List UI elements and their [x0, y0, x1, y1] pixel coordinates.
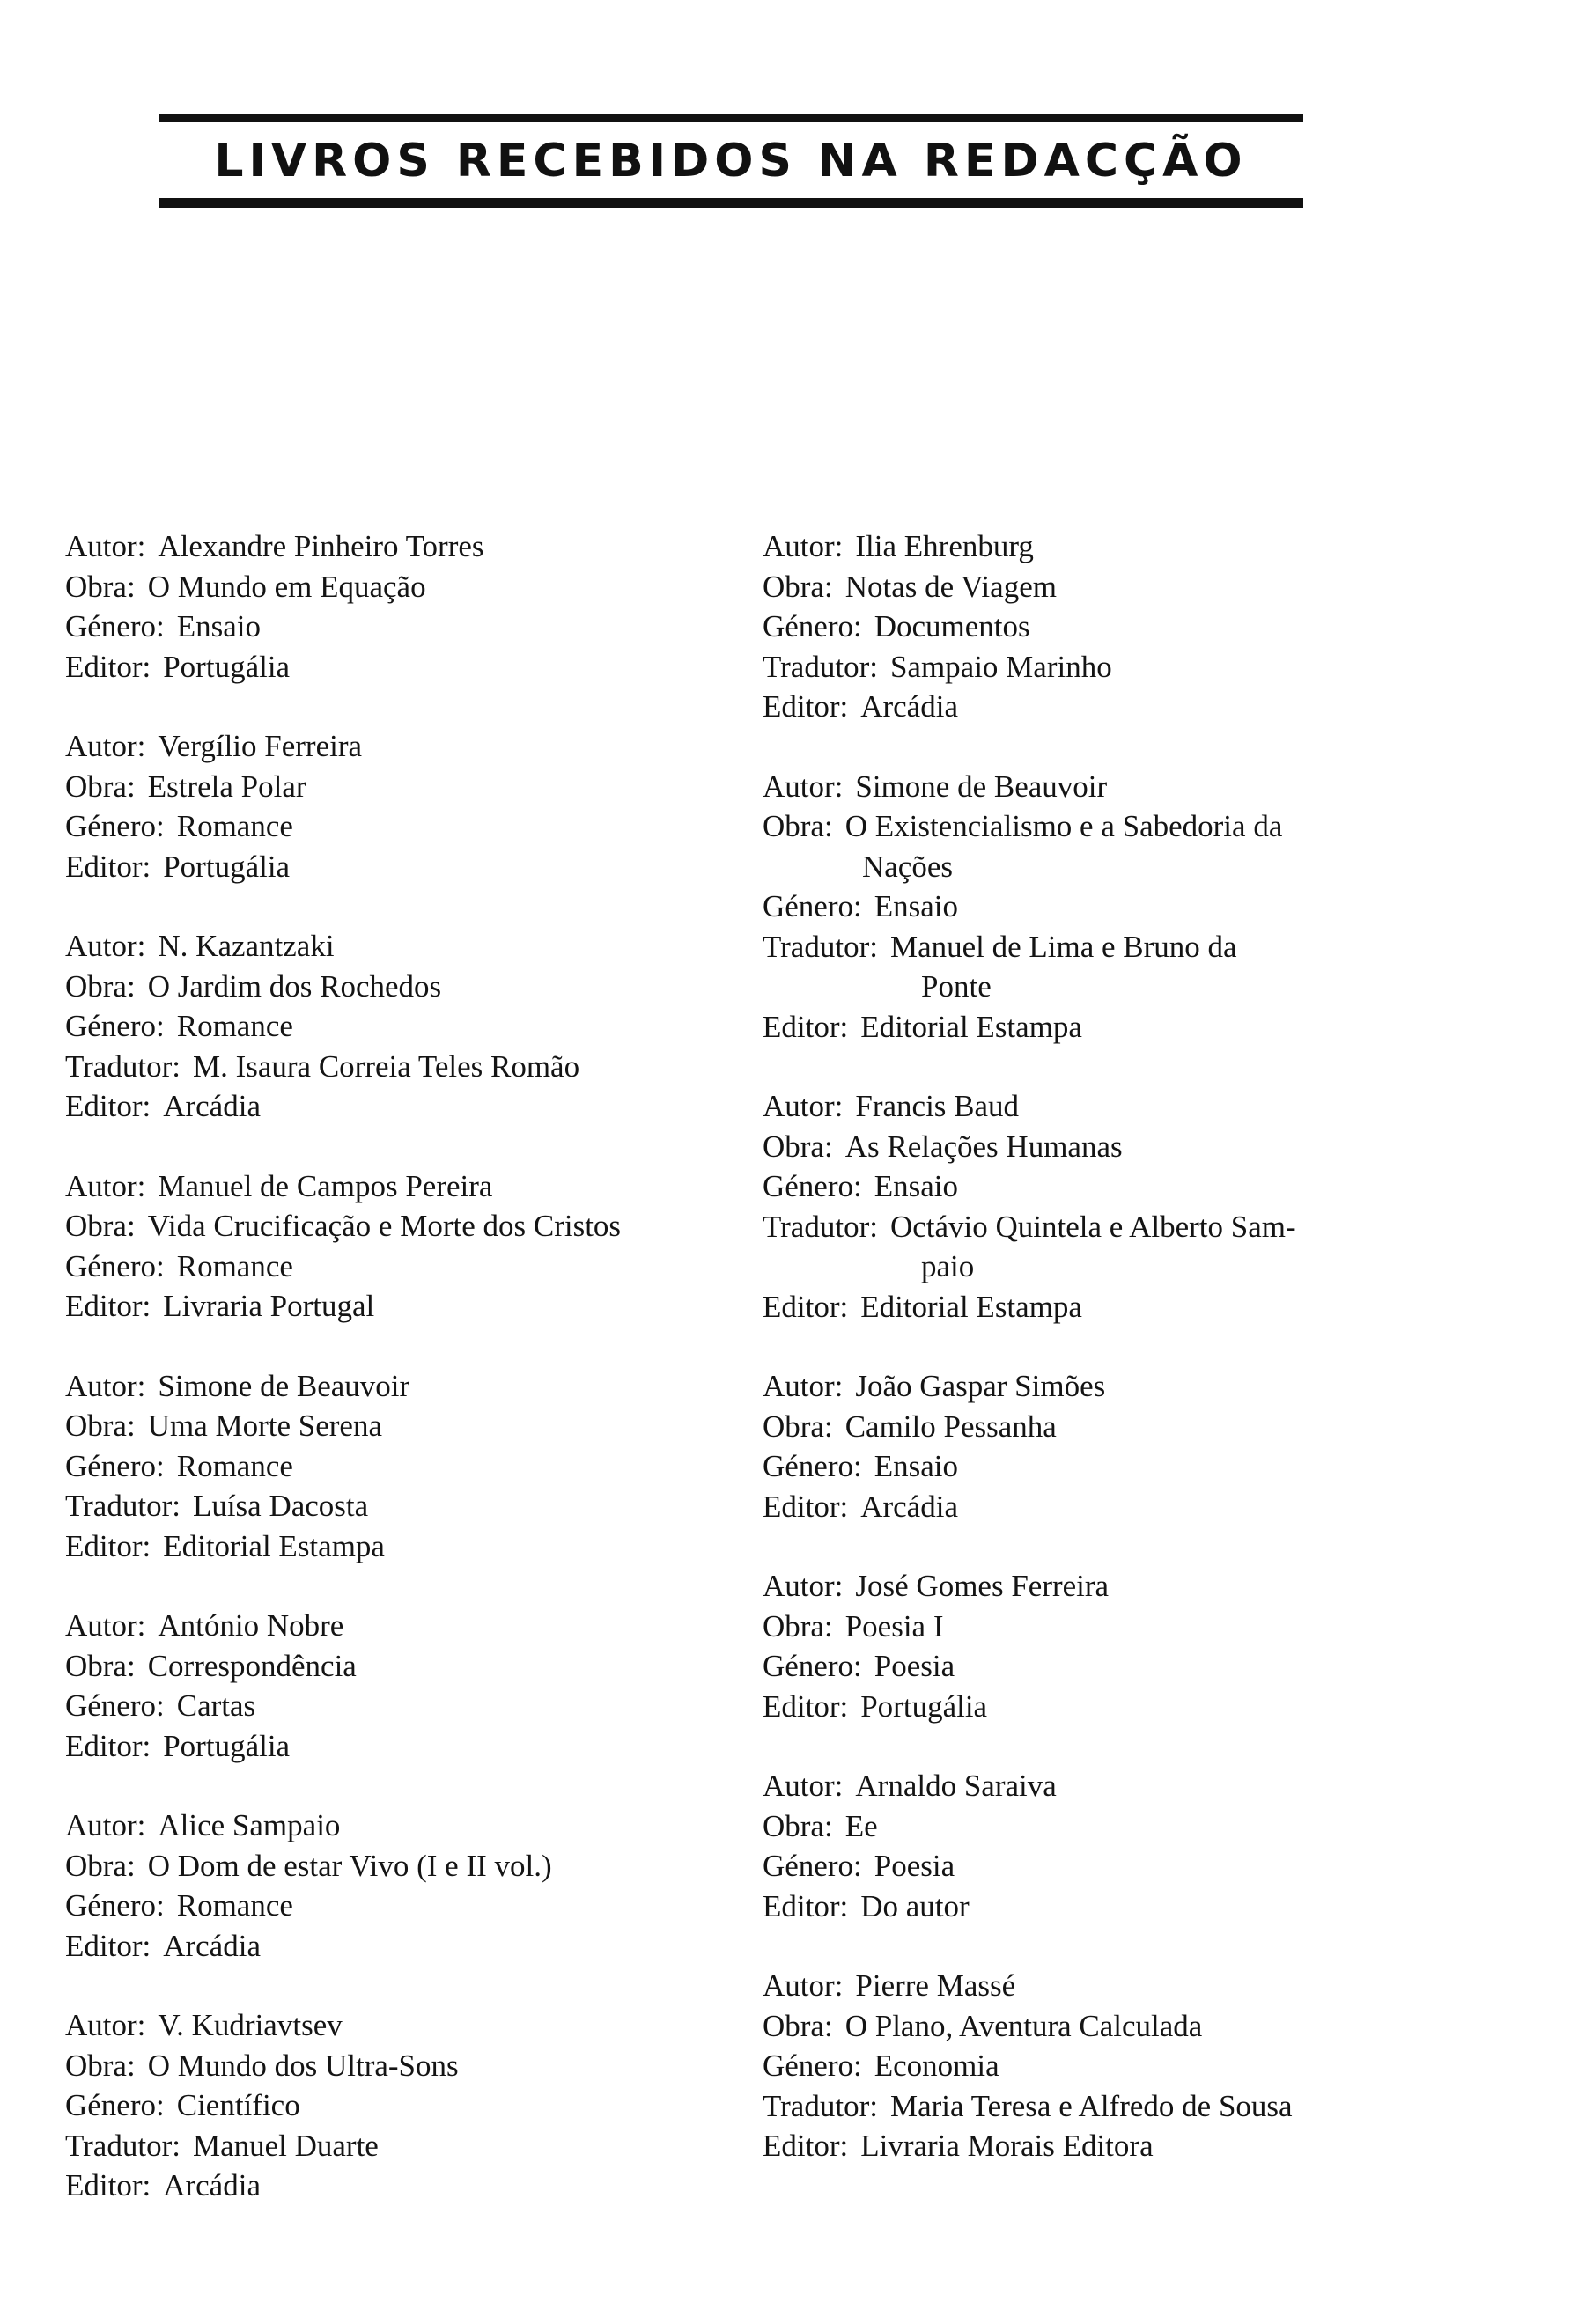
genre-value: Documentos	[874, 609, 1030, 644]
genre-value: Economia	[874, 2048, 999, 2083]
entry-spacer	[65, 1766, 822, 1806]
author-label: Autor:	[763, 1369, 844, 1403]
entry-translator-line	[763, 927, 1520, 967]
book-entry	[65, 726, 822, 886]
genre-label: Género:	[763, 1849, 862, 1883]
entry-work-line	[763, 1607, 1520, 1647]
author-label: Autor:	[763, 529, 844, 563]
book-entry	[65, 1166, 822, 1327]
publisher-value: Arcádia	[163, 1928, 261, 1963]
entry-publisher-line	[763, 1007, 1520, 1048]
work-label: Obra:	[65, 769, 136, 804]
genre-label: Género:	[65, 1888, 165, 1923]
author-value: Simone de Beauvoir	[855, 769, 1108, 804]
translator-label: Tradutor:	[763, 929, 878, 964]
author-label: Autor:	[763, 1569, 844, 1603]
entry-publisher-line	[763, 1687, 1520, 1727]
genre-label: Género:	[65, 609, 165, 644]
author-label: Autor:	[65, 729, 146, 763]
entry-author-line	[65, 926, 822, 967]
genre-label: Género:	[65, 1688, 165, 1723]
genre-label: Género:	[65, 1448, 165, 1483]
entry-genre-line	[763, 2046, 1520, 2086]
author-label: Autor:	[763, 1089, 844, 1123]
translator-value: Manuel de Lima e Bruno da	[889, 929, 1237, 964]
entry-translator-line	[763, 2086, 1520, 2127]
author-value: Alexandre Pinheiro Torres	[158, 529, 484, 563]
entry-genre-line	[65, 2085, 822, 2126]
genre-value: Romance	[176, 1448, 293, 1483]
publisher-value: Portugália	[163, 1728, 291, 1763]
translator-value: Luísa Dacosta	[192, 1489, 369, 1523]
author-value: Vergílio Ferreira	[158, 729, 363, 763]
publisher-label: Editor:	[763, 1888, 849, 1923]
work-label: Obra:	[65, 1408, 136, 1443]
entry-author-line	[763, 526, 1520, 567]
author-value: António Nobre	[158, 1608, 344, 1643]
book-entry	[65, 1366, 822, 1567]
publisher-value: Livraria Portugal	[163, 1289, 375, 1323]
entry-genre-line	[763, 886, 1520, 927]
work-label: Obra:	[763, 2008, 833, 2043]
publisher-label: Editor:	[763, 1489, 849, 1524]
book-entry	[763, 1366, 1520, 1526]
entry-genre-line	[65, 1686, 822, 1726]
genre-label: Género:	[763, 889, 862, 923]
author-label: Autor:	[65, 529, 146, 563]
work-label: Obra:	[763, 1808, 833, 1843]
entry-author-line	[763, 767, 1520, 807]
publisher-value: Portugália	[163, 649, 291, 684]
genre-label: Género:	[763, 2048, 862, 2083]
entry-publisher-line	[763, 2126, 1520, 2166]
entry-genre-line	[65, 1006, 822, 1047]
entry-publisher-line	[763, 687, 1520, 727]
author-label: Autor:	[763, 1769, 844, 1803]
publisher-value: Portugália	[163, 849, 291, 884]
entry-work-line	[65, 2046, 822, 2086]
book-entry	[763, 526, 1520, 727]
work-value-continuation: Nações	[862, 849, 954, 884]
entry-spacer	[763, 1726, 1520, 1766]
publisher-label: Editor:	[65, 1528, 151, 1563]
author-value: V. Kudriavtsev	[158, 2008, 343, 2042]
entry-author-line	[65, 1366, 822, 1407]
publisher-value: Arcádia	[860, 1489, 958, 1524]
genre-value: Romance	[176, 1248, 293, 1283]
author-value: Ilia Ehrenburg	[855, 529, 1034, 563]
entry-work-line	[65, 1846, 822, 1886]
entry-work-line	[763, 1407, 1520, 1447]
work-value: O Dom de estar Vivo (I e II vol.)	[147, 1848, 552, 1883]
translator-value-continuation: Ponte	[921, 969, 992, 1004]
entry-publisher-line	[763, 1287, 1520, 1327]
genre-value: Poesia	[874, 1649, 955, 1683]
entry-spacer	[763, 727, 1520, 767]
work-value: Vida Crucificação e Morte dos Cristos	[147, 1209, 622, 1243]
work-value: O Existencialismo e a Sabedoria da	[844, 809, 1283, 843]
publisher-label: Editor:	[65, 1089, 151, 1123]
translator-label: Tradutor:	[763, 1209, 878, 1244]
entry-spacer	[65, 1327, 822, 1366]
publisher-label: Editor:	[65, 649, 151, 684]
work-label: Obra:	[763, 1129, 833, 1164]
genre-label: Género:	[65, 1009, 165, 1043]
entry-author-line	[65, 726, 822, 767]
work-value: Notas de Viagem	[844, 569, 1057, 604]
entry-publisher-line	[65, 847, 822, 887]
publisher-label: Editor:	[65, 1928, 151, 1963]
entry-publisher-line	[763, 1487, 1520, 1527]
genre-value: Científico	[176, 2088, 300, 2122]
genre-value: Ensaio	[874, 1169, 958, 1203]
entry-spacer	[65, 1566, 822, 1606]
publisher-label: Editor:	[65, 849, 151, 884]
entry-author-line	[65, 526, 822, 567]
entry-author-line	[763, 1966, 1520, 2006]
entry-publisher-line	[65, 1926, 822, 1967]
entry-genre-line	[763, 1446, 1520, 1487]
publisher-label: Editor:	[763, 689, 849, 724]
work-value: Estrela Polar	[147, 769, 306, 804]
entry-spacer	[65, 1127, 822, 1166]
entry-translator-line	[65, 1486, 822, 1526]
work-value: Correspondência	[147, 1648, 357, 1683]
publisher-value: Arcádia	[163, 1089, 261, 1123]
entry-work-line	[65, 1406, 822, 1446]
author-value: N. Kazantzaki	[158, 929, 335, 963]
genre-value: Cartas	[176, 1688, 256, 1723]
entry-genre-line	[65, 806, 822, 847]
genre-value: Romance	[176, 1009, 293, 1043]
work-label: Obra:	[65, 968, 136, 1004]
work-value: Uma Morte Serena	[147, 1408, 382, 1443]
author-value: Manuel de Campos Pereira	[158, 1168, 493, 1203]
publisher-value: Do autor	[860, 1888, 970, 1923]
work-label: Obra:	[763, 1408, 833, 1444]
author-value: José Gomes Ferreira	[855, 1569, 1110, 1603]
book-entry	[65, 926, 822, 1127]
publisher-label: Editor:	[763, 1009, 849, 1044]
genre-value: Romance	[176, 1888, 293, 1923]
entry-author-line	[763, 1086, 1520, 1127]
entry-spacer	[763, 1047, 1520, 1086]
book-entry	[65, 526, 822, 687]
entry-work-line	[65, 1646, 822, 1687]
genre-value: Poesia	[874, 1849, 955, 1883]
entry-genre-line	[763, 1646, 1520, 1687]
entry-publisher-line	[65, 1286, 822, 1327]
entry-author-line	[763, 1366, 1520, 1407]
publisher-value: Portugália	[860, 1688, 988, 1724]
book-entry	[763, 1566, 1520, 1726]
book-entry	[763, 767, 1520, 1048]
work-value: Camilo Pessanha	[844, 1408, 1057, 1444]
entry-work-line	[65, 1206, 822, 1247]
entry-publisher-line	[65, 647, 822, 688]
work-label: Obra:	[65, 1848, 136, 1883]
publisher-value: Editorial Estampa	[860, 1009, 1082, 1044]
genre-label: Género:	[65, 809, 165, 843]
entry-genre-line	[763, 1166, 1520, 1207]
entry-publisher-line	[65, 1526, 822, 1567]
translator-value: Manuel Duarte	[192, 2128, 379, 2163]
entry-translator-line	[763, 1207, 1520, 1247]
work-value: Poesia I	[844, 1608, 944, 1644]
page-title: LIVROS RECEBIDOS NA REDACÇÃO	[214, 135, 1248, 188]
genre-value: Ensaio	[874, 1449, 958, 1483]
work-label: Obra:	[65, 1648, 136, 1683]
author-label: Autor:	[65, 1608, 146, 1643]
entry-genre-line	[763, 607, 1520, 647]
author-label: Autor:	[65, 2008, 146, 2042]
entry-spacer	[763, 1526, 1520, 1566]
entry-spacer	[65, 1966, 822, 2005]
publisher-label: Editor:	[763, 1289, 849, 1324]
header-bottom-rule	[159, 198, 1303, 208]
publisher-value: Editorial Estampa	[860, 1289, 1082, 1324]
entry-work-line	[763, 1806, 1520, 1847]
entry-author-line	[65, 1166, 822, 1207]
work-value: O Plano, Aventura Calculada	[844, 2008, 1203, 2043]
work-label: Obra:	[763, 809, 833, 843]
author-value: Francis Baud	[855, 1089, 1020, 1123]
entry-author-line	[763, 1566, 1520, 1607]
entry-translator-line	[65, 1047, 822, 1087]
genre-label: Género:	[763, 1169, 862, 1203]
translator-value: Octávio Quintela e Alberto Sam-	[889, 1209, 1296, 1244]
author-label: Autor:	[65, 1368, 146, 1403]
entry-genre-line	[65, 607, 822, 647]
entry-publisher-line	[763, 1886, 1520, 1927]
entry-work-line	[763, 1127, 1520, 1167]
author-label: Autor:	[65, 1808, 146, 1842]
publisher-value: Arcádia	[860, 689, 958, 724]
work-label: Obra:	[763, 569, 833, 604]
publisher-label: Editor:	[763, 2129, 849, 2163]
translator-value: Maria Teresa e Alfredo de Sousa	[889, 2088, 1293, 2123]
work-label: Obra:	[65, 1209, 136, 1243]
genre-label: Género:	[763, 1649, 862, 1683]
translator-label: Tradutor:	[65, 2128, 181, 2163]
work-value: O Mundo dos Ultra-Sons	[147, 2048, 459, 2083]
work-value: Ee	[844, 1808, 878, 1843]
entry-publisher-line	[65, 1086, 822, 1127]
genre-label: Género:	[65, 1248, 165, 1283]
translator-label: Tradutor:	[65, 1489, 181, 1523]
entry-work-line	[763, 2006, 1520, 2047]
book-entry	[763, 1086, 1520, 1327]
work-label: Obra:	[65, 569, 136, 604]
entry-author-line	[763, 1766, 1520, 1806]
publisher-value: Editorial Estampa	[163, 1528, 385, 1563]
author-label: Autor:	[65, 929, 146, 963]
entry-spacer	[65, 687, 822, 726]
work-value: As Relações Humanas	[844, 1129, 1123, 1164]
publisher-value: Livraria Morais Editora	[860, 2129, 1154, 2163]
translator-value: M. Isaura Correia Teles Romão	[192, 1048, 580, 1084]
translator-label: Tradutor:	[763, 649, 878, 684]
book-entry	[65, 2005, 822, 2206]
entry-publisher-line	[65, 2166, 822, 2206]
entry-work-line	[65, 567, 822, 607]
publisher-label: Editor:	[65, 2168, 151, 2203]
entry-translator-line	[65, 2126, 822, 2166]
genre-label: Género:	[763, 1449, 862, 1483]
entry-work-line	[763, 806, 1520, 847]
entry-genre-line	[65, 1247, 822, 1287]
entry-author-line	[65, 2005, 822, 2046]
genre-label: Género:	[65, 2088, 165, 2122]
entry-genre-line	[763, 1846, 1520, 1886]
genre-value: Ensaio	[874, 889, 958, 923]
entry-spacer	[763, 1926, 1520, 1966]
entry-genre-line	[65, 1446, 822, 1487]
work-label: Obra:	[763, 1608, 833, 1644]
translator-label: Tradutor:	[763, 2088, 878, 2123]
author-label: Autor:	[763, 1968, 844, 2003]
entry-author-line	[65, 1806, 822, 1846]
entry-translator-line	[763, 647, 1520, 688]
publisher-value: Arcádia	[163, 2168, 261, 2203]
translator-value: Sampaio Marinho	[889, 649, 1112, 684]
entry-spacer	[65, 886, 822, 926]
book-entry	[65, 1806, 822, 1966]
book-entry	[763, 1766, 1520, 1926]
page-header	[159, 114, 1303, 208]
genre-value: Romance	[176, 809, 293, 843]
book-entry	[763, 1966, 1520, 2166]
header-top-rule	[159, 114, 1303, 122]
author-value: Arnaldo Saraiva	[855, 1769, 1057, 1803]
publisher-label: Editor:	[65, 1289, 151, 1323]
author-label: Autor:	[763, 769, 844, 804]
genre-value: Ensaio	[176, 609, 261, 644]
author-value: Simone de Beauvoir	[158, 1368, 410, 1403]
entry-work-line	[763, 567, 1520, 607]
translator-value-continuation: paio	[921, 1249, 975, 1283]
author-label: Autor:	[65, 1168, 146, 1203]
work-value: O Mundo em Equação	[147, 569, 426, 604]
work-value: O Jardim dos Rochedos	[147, 968, 442, 1004]
translator-label: Tradutor:	[65, 1048, 181, 1084]
author-value: Pierre Massé	[855, 1968, 1016, 2003]
entry-work-line	[65, 967, 822, 1007]
entry-spacer	[763, 1327, 1520, 1366]
work-label: Obra:	[65, 2048, 136, 2083]
entry-genre-line	[65, 1886, 822, 1926]
entry-publisher-line	[65, 1726, 822, 1767]
publisher-label: Editor:	[763, 1688, 849, 1724]
entry-author-line	[65, 1606, 822, 1646]
entry-work-line	[65, 767, 822, 807]
book-entry	[65, 1606, 822, 1766]
author-value: Alice Sampaio	[158, 1808, 341, 1842]
genre-label: Género:	[763, 609, 862, 644]
publisher-label: Editor:	[65, 1728, 151, 1763]
author-value: João Gaspar Simões	[855, 1369, 1106, 1403]
right-column	[763, 526, 1520, 2166]
left-column	[65, 526, 822, 2206]
